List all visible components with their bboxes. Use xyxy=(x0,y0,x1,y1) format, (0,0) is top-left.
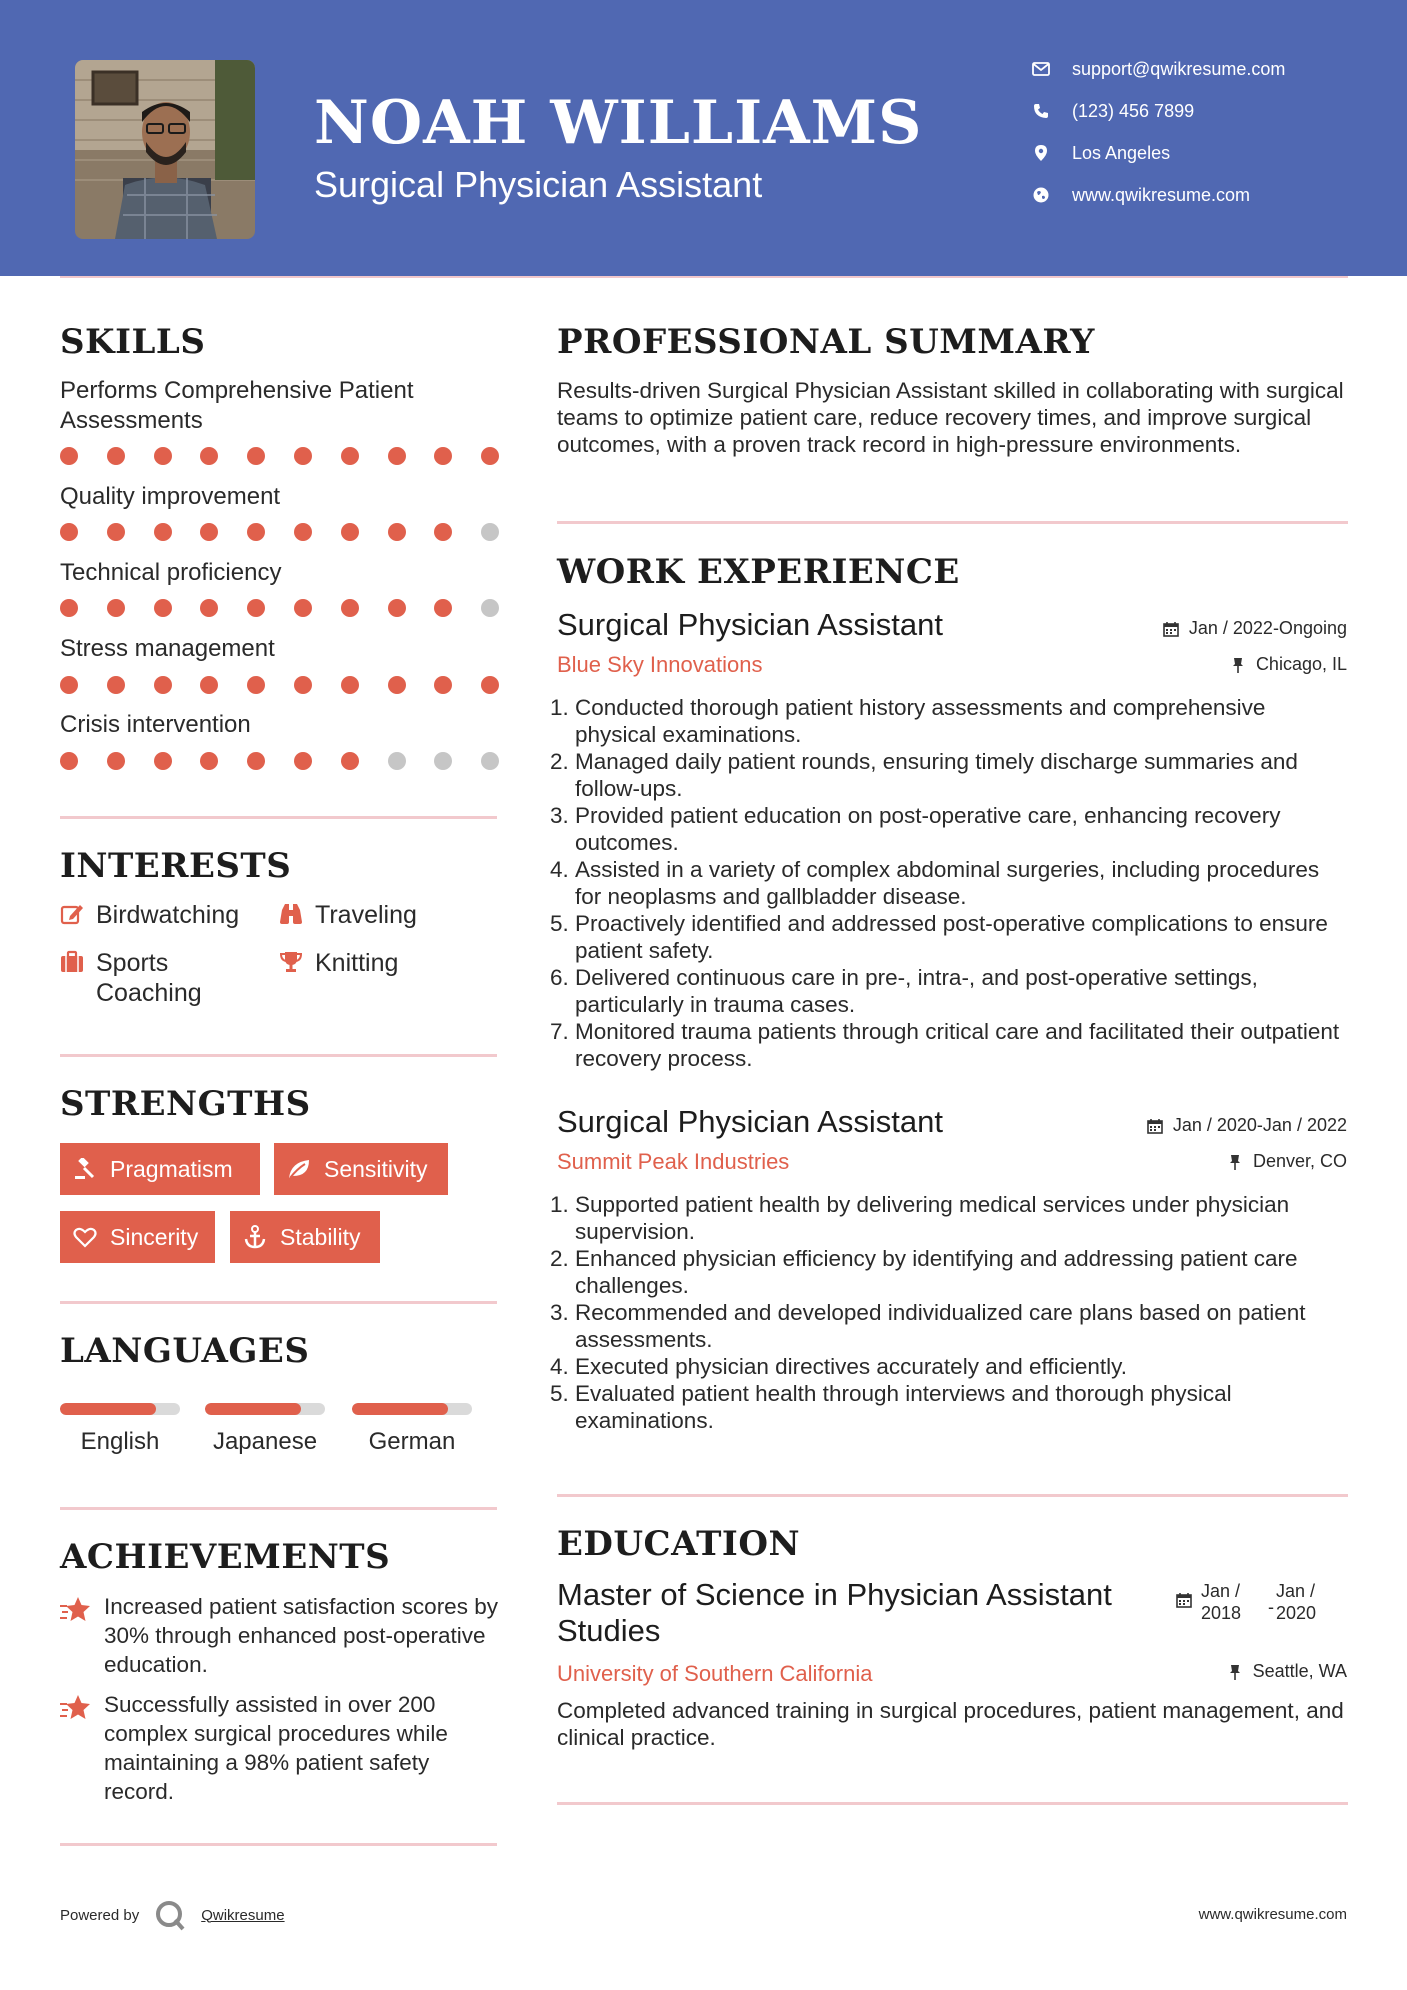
language-name: Japanese xyxy=(212,1428,318,1455)
trophy-icon xyxy=(279,950,303,974)
duty-item: 3. Recommended and developed individualized care plans based on patient assessments. xyxy=(575,1299,1351,1353)
duties-list xyxy=(557,1191,1351,1434)
rating-dot-filled xyxy=(341,523,359,541)
rating-dot-empty xyxy=(388,752,406,770)
rating-dot-filled xyxy=(388,676,406,694)
rating-dot-filled xyxy=(294,447,312,465)
phone-icon xyxy=(1030,100,1052,122)
rating-dot-filled xyxy=(200,447,218,465)
rating-dot-filled xyxy=(60,599,78,617)
rating-dot-filled xyxy=(107,599,125,617)
section-divider xyxy=(557,1802,1348,1805)
pushpin-icon xyxy=(1227,1154,1243,1170)
language-name: English xyxy=(80,1428,160,1455)
language-level-fill xyxy=(205,1403,301,1415)
calendar-icon xyxy=(1163,621,1179,637)
briefcase-icon xyxy=(60,950,84,974)
skill-label: Quality improvement xyxy=(60,483,281,510)
rating-dot-filled xyxy=(154,676,172,694)
rating-dot-filled xyxy=(388,599,406,617)
rating-dot-filled xyxy=(107,752,125,770)
strengths-heading: STRENGTHS xyxy=(60,1084,311,1124)
skill-rating-1 xyxy=(60,523,500,543)
contact-location xyxy=(1030,138,1360,168)
rating-dot-filled xyxy=(434,676,452,694)
rating-dot-filled xyxy=(247,752,265,770)
duty-item: 5. Proactively identified and addressed post-operative complications to ensure patient safety. xyxy=(575,910,1351,964)
section-divider xyxy=(60,1054,497,1057)
edu-date-separator: - xyxy=(1268,1597,1274,1617)
rating-dot-filled xyxy=(60,676,78,694)
calendar-icon xyxy=(1176,1592,1192,1608)
contact-location-text: Los Angeles xyxy=(1072,142,1171,163)
rating-dot-filled xyxy=(247,523,265,541)
rating-dot-filled xyxy=(60,752,78,770)
section-divider xyxy=(557,521,1348,524)
edu-end-date: Jan / 2020 xyxy=(1276,1581,1317,1623)
section-divider xyxy=(60,1843,497,1846)
rating-dot-empty xyxy=(481,523,499,541)
resume-header xyxy=(0,0,1407,276)
rating-dot-filled xyxy=(388,447,406,465)
skill-label: Crisis intervention xyxy=(60,711,251,738)
skill-rating-0 xyxy=(60,447,500,467)
achievements-heading: ACHIEVEMENTS xyxy=(60,1537,391,1577)
star-icon xyxy=(60,1596,92,1624)
rating-dot-filled xyxy=(247,447,265,465)
rating-dot-filled xyxy=(60,523,78,541)
language-level-fill xyxy=(352,1403,448,1415)
candidate-name: NOAH WILLIAMS xyxy=(314,88,923,158)
section-divider xyxy=(60,816,497,819)
duty-item: 3. Provided patient education on post-operative care, enhancing recovery outcomes. xyxy=(575,802,1351,856)
achievement-item: Increased patient satisfaction scores by 30% through enhanced post-operative education. xyxy=(60,1592,505,1682)
duty-item: 2. Managed daily patient rounds, ensuring timely discharge summaries and follow-ups. xyxy=(575,748,1351,802)
rating-dot-filled xyxy=(247,599,265,617)
duty-item: 4. Executed physician directives accurately and efficiently. xyxy=(575,1353,1351,1380)
strength-badge: Sensitivity xyxy=(274,1143,448,1195)
rating-dot-filled xyxy=(294,676,312,694)
rating-dot-filled xyxy=(200,599,218,617)
footer-powered-by: Powered by Qwikresume xyxy=(60,1898,285,1932)
binoculars-icon xyxy=(279,902,303,926)
job-dates: Jan / 2020-Jan / 2022 xyxy=(1147,1115,1347,1136)
skill-label: Performs Comprehensive Patient Assessments xyxy=(60,377,414,434)
rating-dot-filled xyxy=(200,752,218,770)
languages-heading: LANGUAGES xyxy=(60,1331,310,1371)
strength-badge: Stability xyxy=(230,1211,380,1263)
contact-email-text: support@qwikresume.com xyxy=(1072,58,1286,79)
rating-dot-filled xyxy=(341,447,359,465)
interests-heading: INTERESTS xyxy=(60,846,292,886)
summary-heading: PROFESSIONAL SUMMARY xyxy=(557,322,1095,362)
edu-location: Seattle, WA xyxy=(1227,1661,1347,1682)
skill-rating-2 xyxy=(60,599,500,619)
strength-badge: Sincerity xyxy=(60,1211,215,1263)
map-pin-icon xyxy=(1030,142,1052,164)
strength-badge: Pragmatism xyxy=(60,1143,260,1195)
job-title: Surgical Physician Assistant xyxy=(557,607,943,642)
skill-rating-3 xyxy=(60,676,500,696)
duty-item: 5. Evaluated patient health through interviews and thorough physical examinations. xyxy=(575,1380,1351,1434)
rating-dot-filled xyxy=(341,599,359,617)
rating-dot-filled xyxy=(154,599,172,617)
globe-icon xyxy=(1030,184,1052,206)
job-dates: Jan / 2022-Ongoing xyxy=(1163,618,1347,639)
school-name: University of Southern California xyxy=(557,1661,873,1686)
footer-website-link[interactable]: www.qwikresume.com xyxy=(1198,1906,1347,1923)
rating-dot-filled xyxy=(107,676,125,694)
rating-dot-filled xyxy=(294,523,312,541)
pushpin-icon xyxy=(1230,657,1246,673)
rating-dot-filled xyxy=(294,752,312,770)
envelope-icon xyxy=(1030,58,1052,80)
section-divider xyxy=(60,1301,497,1304)
contact-email[interactable] xyxy=(1030,54,1360,84)
contact-website-text: www.qwikresume.com xyxy=(1072,184,1251,205)
language-level-bar xyxy=(60,1403,180,1415)
skills-heading: SKILLS xyxy=(60,322,206,362)
rating-dot-filled xyxy=(154,447,172,465)
rating-dot-filled xyxy=(388,523,406,541)
skill-label: Technical proficiency xyxy=(60,559,282,586)
rating-dot-filled xyxy=(154,752,172,770)
education-heading: EDUCATION xyxy=(557,1524,801,1564)
company-name: Summit Peak Industries xyxy=(557,1149,790,1174)
contact-phone[interactable] xyxy=(1030,96,1360,126)
edu-start-date: Jan / 2018 xyxy=(1201,1581,1242,1623)
contact-phone-text: (123) 456 7899 xyxy=(1072,100,1195,121)
duty-item: 2. Enhanced physician efficiency by identifying and addressing patient care challenges. xyxy=(575,1245,1351,1299)
heart-icon xyxy=(72,1224,98,1250)
header-divider xyxy=(60,276,1348,278)
language-level-fill xyxy=(60,1403,156,1415)
calendar-icon xyxy=(1147,1118,1163,1134)
rating-dot-filled xyxy=(341,752,359,770)
skill-label: Stress management xyxy=(60,635,275,662)
rating-dot-filled xyxy=(481,447,499,465)
duty-item: 1. Conducted thorough patient history assessments and comprehensive physical examinations. xyxy=(575,694,1351,748)
degree-title: Master of Science in Physician Assistant Studies xyxy=(557,1577,1112,1648)
rating-dot-filled xyxy=(434,523,452,541)
language-name: German xyxy=(368,1428,456,1455)
skill-rating-4 xyxy=(60,752,500,772)
rating-dot-filled xyxy=(107,447,125,465)
rating-dot-empty xyxy=(434,752,452,770)
education-description: Completed advanced training in surgical procedures, patient management, and clinical practice. xyxy=(557,1698,1344,1750)
candidate-title: Surgical Physician Assistant xyxy=(314,164,763,205)
language-level-bar xyxy=(352,1403,472,1415)
experience-heading: WORK EXPERIENCE xyxy=(557,552,960,592)
rating-dot-filled xyxy=(154,523,172,541)
profile-photo xyxy=(75,60,255,239)
leaf-icon xyxy=(286,1156,312,1182)
duty-item: 4. Assisted in a variety of complex abdominal surgeries, including procedures for neoplasms and gallbladder disease. xyxy=(575,856,1351,910)
star-icon xyxy=(60,1694,92,1722)
duty-item: 6. Delivered continuous care in pre-, intra-, and post-operative settings, particularly in trauma cases. xyxy=(575,964,1351,1018)
rating-dot-empty xyxy=(481,752,499,770)
duty-item: 1. Supported patient health by delivering medical services under physician supervision. xyxy=(575,1191,1351,1245)
job-location: Denver, CO xyxy=(1227,1151,1347,1172)
company-name: Blue Sky Innovations xyxy=(557,652,763,677)
rating-dot-filled xyxy=(294,599,312,617)
rating-dot-empty xyxy=(481,599,499,617)
pushpin-icon xyxy=(1227,1664,1243,1680)
rating-dot-filled xyxy=(247,676,265,694)
rating-dot-filled xyxy=(481,676,499,694)
achievement-item: Successfully assisted in over 200 complex surgical procedures while maintaining a 98% patient safety record. xyxy=(60,1690,505,1808)
section-divider xyxy=(60,1507,497,1510)
language-level-bar xyxy=(205,1403,325,1415)
section-divider xyxy=(557,1494,1348,1497)
qwikresume-link[interactable]: Qwikresume xyxy=(201,1906,285,1924)
summary-text: Results-driven Surgical Physician Assistant skilled in collaborating with surgical teams to optimize patient care, reduce recovery times, and improve surgical outcomes, with a proven track record in high-pressure environments. xyxy=(557,378,1344,457)
rating-dot-filled xyxy=(434,599,452,617)
pencil-square-icon xyxy=(60,902,84,926)
duty-item: 7. Monitored trauma patients through critical care and facilitated their outpatient recovery process. xyxy=(575,1018,1351,1072)
contact-website[interactable] xyxy=(1030,180,1360,210)
rating-dot-filled xyxy=(200,523,218,541)
rating-dot-filled xyxy=(200,676,218,694)
rating-dot-filled xyxy=(434,447,452,465)
anchor-icon xyxy=(242,1224,268,1250)
job-title: Surgical Physician Assistant xyxy=(557,1104,943,1139)
job-location: Chicago, IL xyxy=(1230,654,1347,675)
rating-dot-filled xyxy=(60,447,78,465)
rating-dot-filled xyxy=(107,523,125,541)
duties-list xyxy=(557,694,1351,1072)
gavel-icon xyxy=(72,1156,98,1182)
rating-dot-filled xyxy=(341,676,359,694)
qwikresume-logo-icon xyxy=(153,1898,187,1932)
